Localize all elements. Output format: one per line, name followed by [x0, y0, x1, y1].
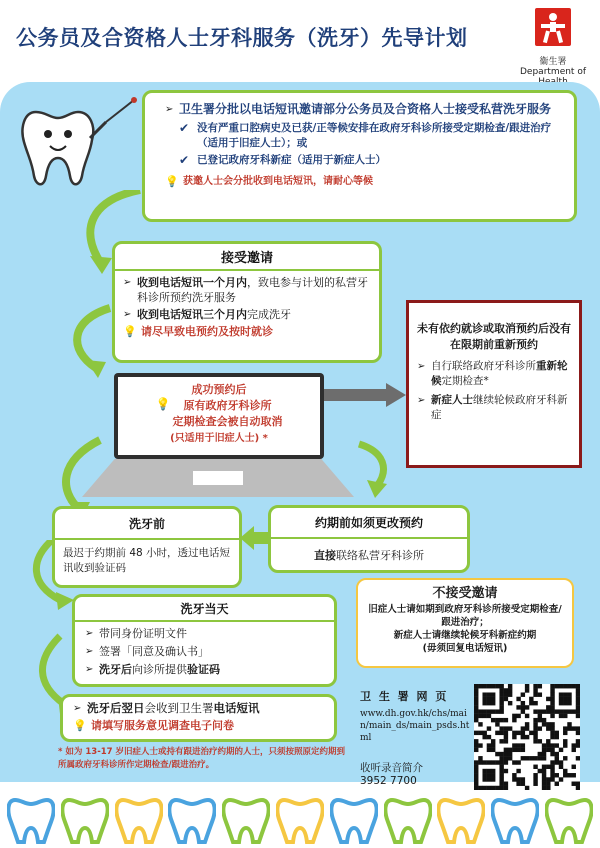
contact-info — [360, 688, 470, 787]
reject-line-2: 新症人士请继续轮候牙科新症约期 — [393, 630, 537, 641]
booked-line-3: 定期检查会被自动取消 — [172, 415, 283, 428]
before-title: 洗牙前 — [128, 517, 165, 531]
arrow-bullet-icon: ➢ — [85, 646, 94, 657]
department-logo — [510, 6, 596, 87]
tooth-icon — [437, 794, 485, 848]
logo-chinese: 衞生署 — [539, 57, 567, 67]
reject-line-3: (毋须回复电话短讯) — [422, 643, 508, 654]
change-appointment-box — [268, 505, 470, 573]
noshow-item-1: 自行联络政府牙科诊所重新轮候定期检查* — [431, 360, 568, 387]
arrow-bullet-icon: ➢ — [417, 361, 426, 372]
tooth-icon — [491, 794, 539, 848]
header — [0, 0, 600, 82]
intro-criterion-1: 没有严重口腔病史及已获/正等候安排在政府牙科诊所接受定期检查/跟进治疗（适用于旧症人士）；或 — [197, 122, 552, 149]
tooth-icon — [168, 794, 216, 848]
invitation-intro-box — [142, 90, 577, 222]
tooth-icon — [115, 794, 163, 848]
accept-title: 接受邀请 — [220, 251, 273, 266]
accept-item-1: 收到电话短讯一个月内，致电参与计划的私营牙科诊所预约洗牙服务 — [137, 276, 368, 304]
tooth-icon — [222, 794, 270, 848]
change-body: 直接联络私营牙科诊所 — [314, 549, 424, 562]
arrow-bullet-icon: ➢ — [85, 628, 94, 639]
arrow-change-to-pre — [240, 526, 270, 550]
phone-label: 收听录音简介 — [360, 762, 423, 774]
day-item-1: 带同身份证明文件 — [99, 627, 187, 640]
day-item-2: 签署「同意及确认书」 — [99, 645, 209, 658]
before-cleaning-box — [52, 506, 242, 588]
check-icon: ✔ — [179, 121, 190, 135]
before-body: 最迟于约期前 48 小时，透过电话短讯收到验证码 — [63, 547, 231, 574]
intro-tip: 获邀人士会分批收到电话短讯，请耐心等候 — [183, 176, 373, 187]
noshow-heading: 未有依约就诊或取消预约后没有在限期前重新预约 — [417, 322, 571, 351]
arrow-bullet-icon: ➢ — [417, 395, 426, 406]
decline-invitation-box — [356, 578, 574, 668]
footnote: * 如为 13-17 岁旧症人士或持有跟进治疗约期的人士，只须按照原定约期到所属政府牙科诊所作定期检查/跟进治疗。 — [58, 747, 346, 770]
tooth-icon — [330, 794, 378, 848]
tooth-icon — [384, 794, 432, 848]
reject-line-1: 旧症人士请如期到政府牙科诊所接受定期检查/跟进治疗； — [368, 604, 562, 628]
accept-invitation-box — [112, 241, 382, 363]
tooth-mascot-icon — [14, 92, 144, 192]
tooth-icon — [276, 794, 324, 848]
cleaning-day-box — [72, 594, 337, 687]
noshow-item-2: 新症人士继续轮候政府牙科新症 — [431, 394, 568, 421]
reject-title: 不接受邀请 — [432, 586, 498, 601]
day-item-3: 洗牙后向诊所提供验证码 — [99, 663, 220, 676]
tooth-icon — [7, 794, 55, 848]
dh-emblem-icon — [533, 6, 573, 48]
no-show-box — [406, 300, 582, 468]
change-title: 约期前如须更改预约 — [314, 516, 423, 530]
booked-line-4: (只适用于旧症人士) * — [170, 433, 268, 444]
arrow-bullet-icon: ➢ — [123, 309, 132, 320]
arrow-bullet-icon: ➢ — [73, 703, 82, 714]
day-title: 洗牙当天 — [180, 602, 229, 616]
lightbulb-icon: 💡 — [165, 175, 179, 188]
next-tip: 请填写服务意见调查电子问卷 — [91, 719, 234, 732]
intro-heading: 卫生署分批以电话短讯邀请部分公务员及合资格人士接受私营洗牙服务 — [179, 102, 552, 116]
booked-line-1: 成功预约后 — [191, 383, 247, 396]
laptop-illustration — [78, 373, 358, 498]
phone-number: 3952 7700 — [360, 775, 417, 787]
laptop-screen — [114, 373, 324, 459]
check-icon: ✔ — [179, 153, 190, 167]
lightbulb-icon: 💡 — [73, 719, 87, 732]
booked-line-2: 原有政府牙科诊所 — [183, 399, 272, 412]
accept-item-2: 收到电话短讯三个月内完成洗牙 — [137, 308, 291, 321]
next-day-box — [60, 694, 337, 742]
teeth-border — [0, 796, 600, 848]
lightbulb-icon: 💡 — [123, 325, 137, 338]
arrow-to-change — [355, 440, 395, 500]
arrow-bullet-icon: ➢ — [165, 104, 174, 115]
web-url-link[interactable]: www.dh.gov.hk/chs/main/main_ds/main_psds.html — [360, 709, 470, 743]
arrow-bullet-icon: ➢ — [123, 277, 132, 288]
lightbulb-icon: 💡 — [155, 397, 171, 411]
intro-criterion-2: 已登记政府牙科新症（适用于新症人士） — [197, 154, 386, 166]
accept-tip: 请尽早致电预约及按时就诊 — [141, 325, 273, 338]
tooth-icon — [545, 794, 593, 848]
page-title: 公务员及合资格人士牙科服务（洗牙）先导计划 — [16, 26, 468, 50]
qr-code[interactable] — [474, 684, 580, 790]
qr-code-icon — [474, 684, 580, 790]
logo-english: Department of — [520, 67, 586, 77]
laptop-touchpad — [193, 471, 243, 485]
next-line-1: 洗牙后翌日会收到卫生署电话短讯 — [87, 701, 260, 715]
tooth-icon — [61, 794, 109, 848]
arrow-bullet-icon: ➢ — [85, 664, 94, 675]
web-label: 卫 生 署 网 页 — [360, 690, 449, 703]
